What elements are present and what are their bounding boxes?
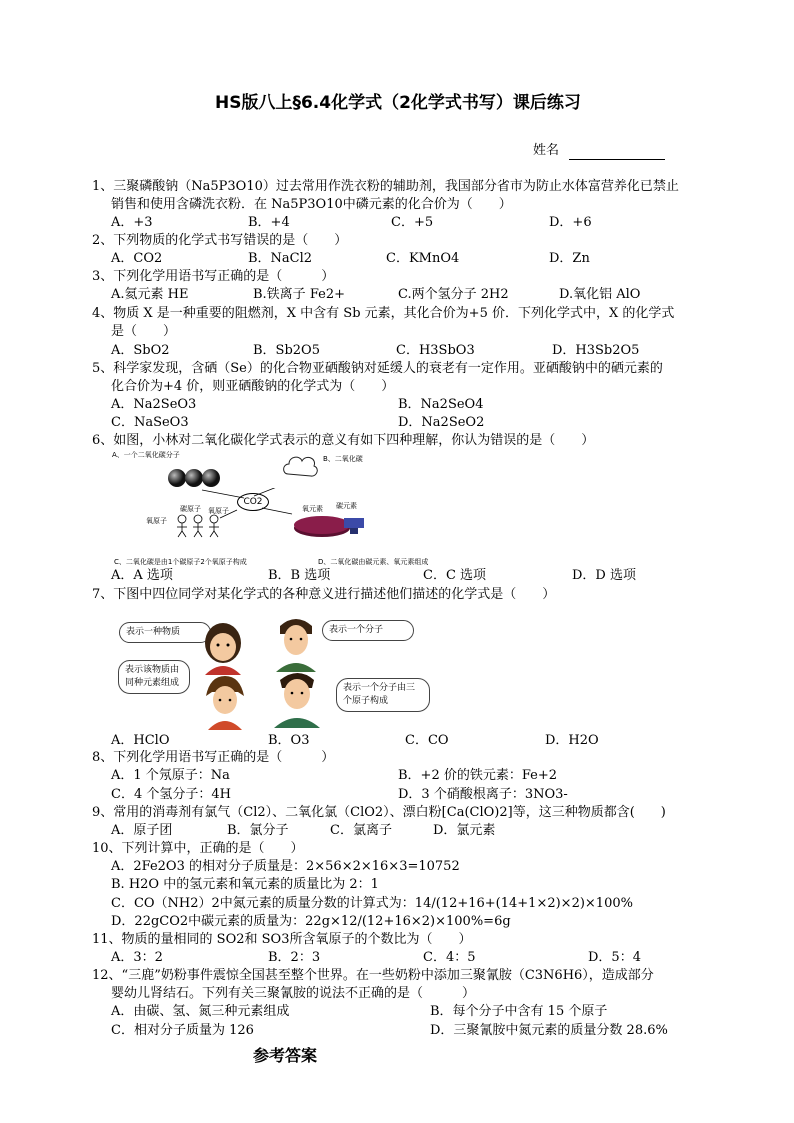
- q3-option-b[interactable]: B.铁离子 Fe2+: [253, 287, 345, 302]
- bubble-three-atoms: 表示一个分子由三个原子构成: [336, 678, 430, 712]
- q1-line2: 销售和使用含磷洗衣粉．在 Na5P3O10中磷元素的化合价为（ ）: [111, 197, 512, 212]
- q6-option-b[interactable]: B．B 选项: [268, 568, 331, 583]
- page-title: HS版八上§6.4化学式（2化学式书写）课后练习: [215, 93, 581, 113]
- q9-option-b[interactable]: B．氯分子: [227, 823, 289, 838]
- q12-line1: 12、“三鹿”奶粉事件震惊全国甚至整个世界。在一些奶粉中添加三聚氰胺（C3N6H6），造成部分: [92, 968, 654, 983]
- q7-option-a[interactable]: A．HClO: [111, 733, 170, 748]
- q1-option-b[interactable]: B．+4: [248, 215, 290, 230]
- q11-option-b[interactable]: B．2：3: [268, 950, 321, 965]
- q1-option-d[interactable]: D．+6: [549, 215, 592, 230]
- q8-option-c[interactable]: C．4 个氢分子：4H: [111, 787, 231, 802]
- q2-option-d[interactable]: D．Zn: [549, 251, 590, 266]
- q5-option-c[interactable]: C．NaSeO3: [111, 415, 189, 430]
- q12-option-c[interactable]: C．相对分子质量为 126: [111, 1023, 254, 1038]
- q8-stem: 8、下列化学用语书写正确的是（ ）: [92, 750, 335, 765]
- q11-stem: 11、物质的量相同的 SO2和 SO3所含氧原子的个数比为（ ）: [92, 932, 472, 947]
- q3-stem: 3、下列化学用语书写正确的是（ ）: [92, 269, 335, 284]
- q6-option-d[interactable]: D．D 选项: [572, 568, 636, 583]
- q4-option-d[interactable]: D．H3Sb2O5: [552, 343, 640, 358]
- fig-c-atom: 碳原子: [180, 505, 201, 513]
- pie-chart-icon: [292, 512, 372, 540]
- atom-kids-icon: [172, 512, 227, 538]
- q2-stem: 2、下列物质的化学式书写错误的是（ ）: [92, 233, 348, 248]
- q12-line2: 婴幼儿肾结石。下列有关三聚氰胺的说法不正确的是（ ）: [111, 986, 476, 1001]
- fig-caption-c: C、二氧化碳是由1个碳原子2个氧原子构成: [114, 558, 247, 566]
- q5-line2: 化合价为+4 价，则亚硒酸钠的化学式为（ ）: [111, 379, 395, 394]
- q11-option-d[interactable]: D．5：4: [588, 950, 641, 965]
- q10-option-a[interactable]: A．2Fe2O3 的相对分子质量是：2×56×2×16×3=10752: [111, 859, 460, 874]
- q8-option-a[interactable]: A．1 个氖原子：Na: [111, 768, 230, 783]
- q2-option-a[interactable]: A．CO2: [111, 251, 163, 266]
- q7-stem: 7、下图中四位同学对某化学式的各种意义进行描述他们描述的化学式是（ ）: [92, 587, 556, 602]
- q10-stem: 10、下列计算中，正确的是（ ）: [92, 841, 304, 856]
- q12-option-b[interactable]: B．每个分子中含有 15 个原子: [430, 1004, 608, 1019]
- q4-option-a[interactable]: A．SbO2: [111, 343, 170, 358]
- q8-option-b[interactable]: B．+2 价的铁元素：Fe+2: [398, 768, 558, 783]
- fig-label-b: B、二氧化碳: [323, 455, 363, 463]
- q9-option-d[interactable]: D．氯元素: [433, 823, 496, 838]
- q5-option-b[interactable]: B．Na2SeO4: [398, 397, 484, 412]
- name-field[interactable]: [533, 142, 665, 160]
- q6-option-c[interactable]: C．C 选项: [423, 568, 487, 583]
- q4-line1: 4、物质 X 是一种重要的阻燃剂，X 中含有 Sb 元素，其化合价为+5 价．下列化学式中，X 的化学式: [92, 306, 675, 321]
- q5-option-d[interactable]: D．Na2SeO2: [398, 415, 485, 430]
- fig-c-element: 碳元素: [336, 502, 357, 510]
- q3-option-c[interactable]: C.两个氢分子 2H2: [398, 287, 509, 302]
- student-2-icon: [272, 612, 322, 672]
- q12-option-a[interactable]: A．由碳、氢、氮三种元素组成: [111, 1004, 290, 1019]
- q3-option-d[interactable]: D.氧化铝 AlO: [559, 287, 641, 302]
- student-1-icon: [195, 615, 255, 675]
- q5-option-a[interactable]: A．Na2SeO3: [111, 397, 197, 412]
- q10-option-d[interactable]: D．22gCO2中碳元素的质量为：22g×12/(12+16×2)×100%=6g: [111, 914, 511, 929]
- q10-option-c[interactable]: C．CO（NH2）2中氮元素的质量分数的计算式为：14/(12+16+(14+1×2)×2)×100%: [111, 896, 633, 911]
- co2-molecule-icon: [167, 467, 222, 489]
- q3-option-a[interactable]: A.氦元素 HE: [111, 287, 189, 302]
- co2-figure: [112, 450, 429, 570]
- bubble-one-molecule: 表示一个分子: [322, 620, 414, 641]
- fig-o-atom-2: 氧原子: [146, 517, 167, 525]
- fig-caption-d: D、二氧化碳由碳元素、氧元素组成: [318, 558, 429, 566]
- name-label: 姓名: [533, 143, 560, 158]
- q10-option-b[interactable]: B. H2O 中的氢元素和氧元素的质量比为 2：1: [111, 877, 379, 892]
- q6-option-a[interactable]: A．A 选项: [111, 568, 173, 583]
- q8-option-d[interactable]: D．3 个硝酸根离子：3NO3-: [398, 787, 568, 802]
- q6-stem: 6、如图，小林对二氧化碳化学式表示的意义有如下四种理解，你认为错误的是（ ）: [92, 433, 595, 448]
- name-blank[interactable]: [569, 147, 665, 160]
- q7-option-b[interactable]: B．O3: [268, 733, 310, 748]
- q9-option-c[interactable]: C．氯离子: [330, 823, 392, 838]
- cloud-icon: [280, 450, 320, 482]
- answers-heading: 参考答案: [253, 1046, 318, 1065]
- q7-option-d[interactable]: D．H2O: [545, 733, 599, 748]
- q7-option-c[interactable]: C．CO: [405, 733, 449, 748]
- fig-o-element: 氧元素: [302, 505, 323, 513]
- q1-option-a[interactable]: A．+3: [111, 215, 153, 230]
- q11-option-c[interactable]: C．4：5: [423, 950, 476, 965]
- q4-line2: 是（ ）: [111, 324, 177, 339]
- q5-line1: 5、科学家发现，含硒（Se）的化合物亚硒酸钠对延缓人的衰老有一定作用。亚硒酸钠中的硒元素的: [92, 361, 663, 376]
- co2-oval: CO2: [237, 493, 269, 511]
- q4-option-c[interactable]: C．H3SbO3: [396, 343, 475, 358]
- q4-option-b[interactable]: B．Sb2O5: [253, 343, 320, 358]
- fig-label-a: A、一个二氧化碳分子: [112, 451, 180, 459]
- q2-option-b[interactable]: B．NaCl2: [248, 251, 313, 266]
- student-3-icon: [200, 672, 250, 730]
- q12-option-d[interactable]: D．三聚氰胺中氮元素的质量分数 28.6%: [430, 1023, 668, 1038]
- q9-stem: 9、常用的消毒剂有氯气（Cl2）、二氧化氯（ClO2）、漂白粉[Ca(ClO)2]等，这三种物质都含( ): [92, 805, 666, 820]
- q1-line1: 1、三聚磷酸钠（Na5P3O10）过去常用作洗衣粉的辅助剂，我国部分省市为防止水体富营养化已禁止: [92, 179, 679, 194]
- q11-option-a[interactable]: A．3：2: [111, 950, 163, 965]
- q1-option-c[interactable]: C．+5: [391, 215, 434, 230]
- bubble-substance: 表示一种物质: [119, 622, 211, 643]
- q9-option-a[interactable]: A．原子团: [111, 823, 173, 838]
- student-4-icon: [268, 666, 328, 728]
- fig-o-atom: 氧原子: [208, 507, 229, 515]
- q2-option-c[interactable]: C．KMnO4: [386, 251, 460, 266]
- bubble-same-element: 表示该物质由同种元素组成: [118, 660, 190, 694]
